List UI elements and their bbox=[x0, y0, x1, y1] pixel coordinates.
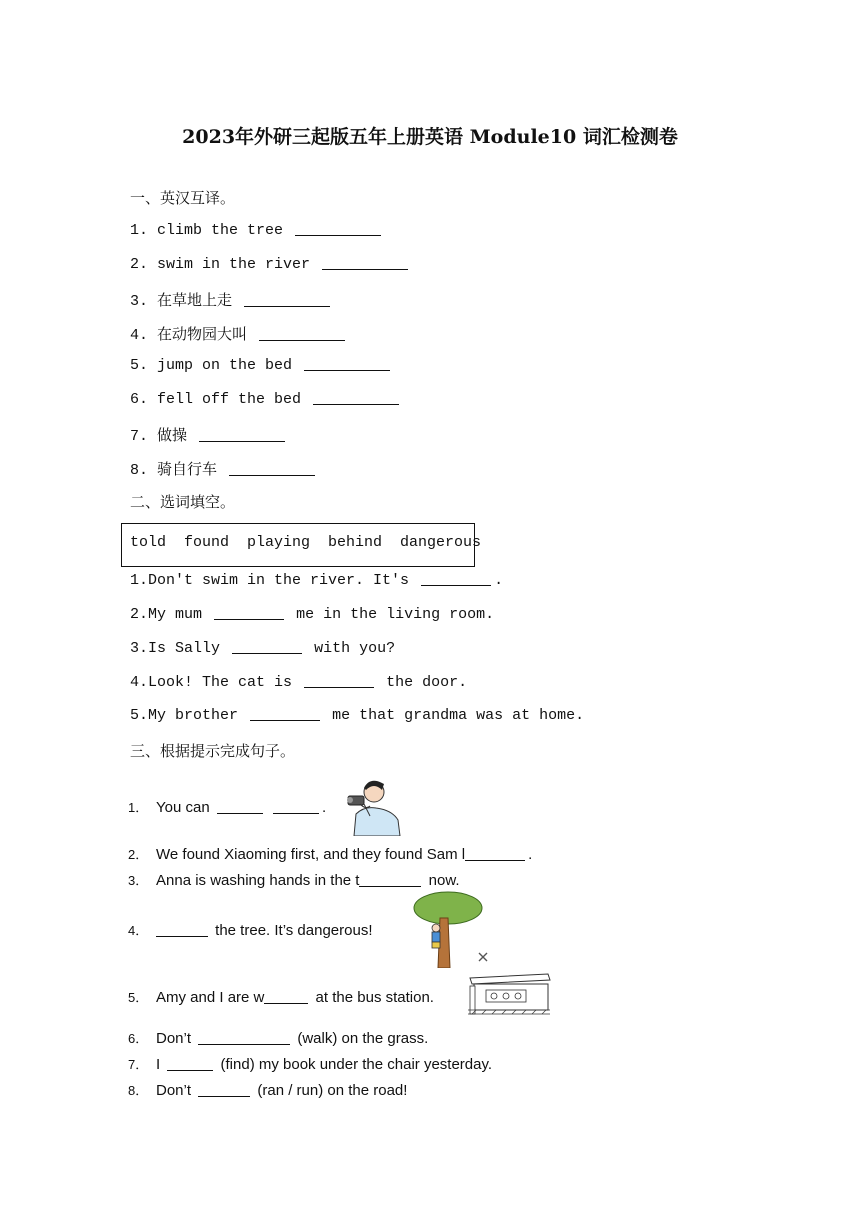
question-item: 7． I (find) my book under the chair yesterday. bbox=[128, 1056, 493, 1073]
question-item: 5. jump on the bed bbox=[130, 357, 393, 374]
answer-blank[interactable] bbox=[217, 812, 263, 814]
question-item: 8． Don’t (ran / run) on the road! bbox=[128, 1082, 408, 1099]
answer-blank[interactable] bbox=[304, 686, 374, 688]
answer-blank[interactable] bbox=[304, 369, 390, 371]
answer-blank[interactable] bbox=[244, 305, 330, 307]
answer-blank[interactable] bbox=[322, 268, 408, 270]
answer-blank[interactable] bbox=[359, 885, 421, 887]
answer-blank[interactable] bbox=[295, 234, 381, 236]
tree-climbing-icon bbox=[412, 890, 484, 968]
answer-blank[interactable] bbox=[421, 584, 491, 586]
question-item: 5.My brother me that grandma was at home. bbox=[130, 707, 585, 724]
word-bank-words: told found playing behind dangerous bbox=[130, 534, 482, 551]
question-item: 6． Don’t (walk) on the grass. bbox=[128, 1030, 429, 1047]
answer-blank[interactable] bbox=[250, 719, 320, 721]
question-item: 7. 做操 bbox=[130, 424, 288, 445]
answer-blank[interactable] bbox=[199, 440, 285, 442]
answer-blank[interactable] bbox=[259, 339, 345, 341]
answer-blank[interactable] bbox=[167, 1069, 213, 1071]
answer-blank[interactable] bbox=[273, 812, 319, 814]
question-item: 4. 在动物园大叫 bbox=[130, 323, 348, 344]
question-item: 4.Look! The cat is the door. bbox=[130, 674, 468, 691]
page-title: 2023年外研三起版五年上册英语 Module10 词汇检测卷 bbox=[182, 126, 678, 148]
answer-blank[interactable] bbox=[198, 1095, 250, 1097]
question-item: 1． You can . bbox=[128, 799, 327, 816]
question-item: 2.My mum me in the living room. bbox=[130, 606, 495, 623]
question-item: 6. fell off the bed bbox=[130, 391, 402, 408]
question-item: 2. swim in the river bbox=[130, 256, 411, 273]
answer-blank[interactable] bbox=[229, 474, 315, 476]
question-item: 8. 骑自行车 bbox=[130, 458, 318, 479]
cross-mark-icon bbox=[477, 951, 489, 963]
question-item: 1. climb the tree bbox=[130, 222, 384, 239]
photographer-icon bbox=[340, 770, 404, 836]
section-heading: 二、选词填空。 bbox=[130, 493, 236, 511]
answer-blank[interactable] bbox=[264, 1002, 308, 1004]
question-item: 2． We found Xiaoming first, and they found Sam l . bbox=[128, 846, 533, 863]
question-item: 3． Anna is washing hands in the t now. bbox=[128, 872, 460, 889]
answer-blank[interactable] bbox=[313, 403, 399, 405]
section-heading: 三、根据提示完成句子。 bbox=[130, 742, 296, 760]
question-item: 1.Don't swim in the river. It's . bbox=[130, 572, 504, 589]
answer-blank[interactable] bbox=[465, 859, 525, 861]
question-item: 4． the tree. It’s dangerous! bbox=[128, 922, 373, 939]
question-item: 3. 在草地上走 bbox=[130, 289, 333, 310]
bus-station-icon bbox=[466, 966, 552, 1016]
question-item: 3.Is Sally with you? bbox=[130, 640, 396, 657]
section-heading: 一、英汉互译。 bbox=[130, 189, 236, 207]
answer-blank[interactable] bbox=[198, 1043, 290, 1045]
answer-blank[interactable] bbox=[156, 935, 208, 937]
word-bank bbox=[121, 523, 482, 567]
answer-blank[interactable] bbox=[232, 652, 302, 654]
answer-blank[interactable] bbox=[214, 618, 284, 620]
question-item: 5． Amy and I are w at the bus station. bbox=[128, 989, 434, 1006]
